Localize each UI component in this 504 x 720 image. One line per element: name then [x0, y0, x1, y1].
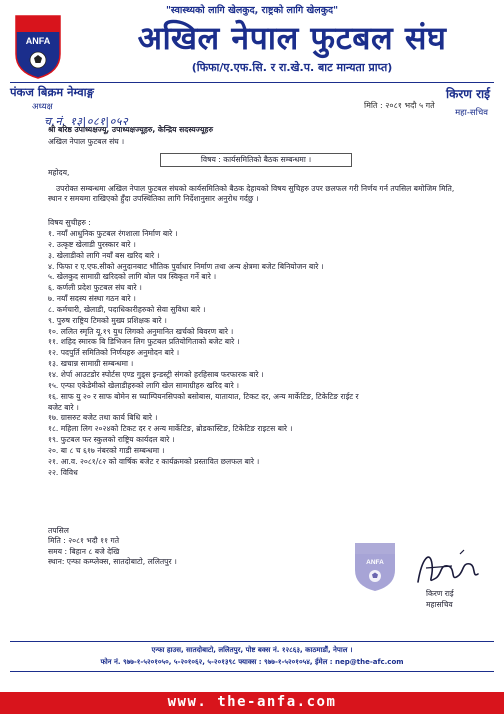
header-divider — [10, 82, 494, 83]
recipient: श्री बरिष्ठ उपाध्यक्षज्यू, उपाध्यक्षज्यूहरु, केन्द्रिय सदस्यज्यूहरु — [48, 125, 213, 134]
agenda-item: ६. कर्णली प्रदेश फुटबल संघ बारे । — [48, 283, 142, 293]
agenda-item: ४. फिफा र ए.एफ.सीको अनुदानबाट भौतिक पुर्वाधार निर्माण तथा अन्य क्षेत्रमा बजेट बिनियोजन बारे । — [48, 261, 324, 271]
letter-date: मिति : २०८१ भदौ ५ गते — [364, 101, 435, 110]
agenda-item: १७. ग्रासरुट बजेट तथा कार्य बिधि बारे । — [48, 413, 158, 423]
org-name: अखिल नेपाल फुटबल संघ — [137, 19, 447, 57]
agenda-item: २२. विविध — [48, 467, 78, 477]
agenda-item: १५. एन्फा एकेडेमीको खेलाडीहरुको लागि खेल सामाग्रीहरु खरिद बारे । — [48, 380, 239, 390]
agenda-item: १४. शेर्पा आउटडोर स्पोर्टस एण्ड गुड्स इन्डस्ट्री संगको हरहिसाब फरफारक बारे । — [48, 369, 264, 379]
agenda-item: ११. शहिद स्मारक बि डिभिजन लिग फुटबल प्रतियोगिताको बजेट बारे । — [48, 337, 240, 347]
website-url: www. the-anfa.com — [167, 694, 337, 710]
footer-address: एन्फा हाउस, सातदोबाटो, ललितपुर, पोष्ट बक्स नं. १२८६३, काठमाडौं, नेपाल । — [151, 646, 353, 654]
details-heading: तपसिल — [48, 526, 69, 535]
reference-number: च.नं. १३|०८१|०५२ — [44, 115, 129, 128]
agenda-list — [48, 229, 468, 478]
agenda-item-continuation: बजेट बारे । — [48, 402, 79, 412]
agenda-item: २१. आ.व. २०८१/८२ को वार्षिक बजेट र कार्यक्रमको प्रस्तावित छलफल बारे । — [48, 456, 260, 466]
salutation: महोदय, — [48, 168, 70, 177]
meeting-time: समय : बिहान ८ बजे देखि — [48, 546, 120, 556]
slogan: "स्वास्थ्यको लागि खेलकुद, राष्ट्रको लागि खेलकुद" — [165, 5, 339, 16]
agenda-item: १०. ललित स्मृति यू.१९ युथ लिगको अनुमानित खर्चको बिवरण बारे । — [48, 326, 234, 336]
logo-text: ANFA — [25, 36, 51, 46]
meeting-details — [48, 536, 468, 568]
anfa-stamp — [345, 540, 405, 594]
agenda-item: २०. बा ८ च ६१७ नंबरको गाडी सम्बन्धमा । — [48, 445, 165, 455]
agenda-item: ८. कर्मचारी, खेलाडी, पदाधिकारीहरुको सेवा सुविधा बारे । — [48, 304, 206, 314]
agenda-item: ५. खेलकुद सामाग्री खरिदको लागि बोल पत्र स्विकृत गर्ने बारे । — [48, 272, 217, 282]
agenda-item: ९. पुरुष राष्ट्रिय टिमको मुख्य प्रशिक्षक बारे । — [48, 315, 167, 325]
stamp-text: ANFA — [366, 559, 384, 566]
president-name: पंकज बिक्रम नेम्वाङ्ग — [10, 85, 94, 99]
agenda-item: १८. महिला लिग २०२४को टिकट दर र अन्य मार्केटिङ, ब्रोडकास्टिङ, टिकेटिङ राइटस बारे । — [48, 424, 293, 434]
footer-divider-top — [10, 641, 494, 642]
agenda-item: २. उत्कृष्ट खेलाडी पुरस्कार बारे । — [48, 239, 136, 249]
agenda-heading: विषय सुचीहरु : — [48, 218, 91, 227]
agenda-item: १६. साफ यु २० र साफ बोमेन स च्याम्पियनसिपको बसोबास, यातायात, टिकट दर, अन्य मार्केटिङ, टिकेटिङ राईट र — [48, 391, 359, 401]
agenda-item: १९. फुटबल फर स्कुलको राष्ट्रिय कार्यदल बारे । — [48, 435, 175, 445]
general-secretary-name: किरण राई — [446, 87, 490, 101]
agenda-item: १२. पदपुर्ति समितिको निर्णयहरु अनुमोदन बारे । — [48, 348, 180, 358]
body-paragraph: उपरोक्त सम्बन्धमा अखिल नेपाल फुटबल संघको कार्यसमितिको बैठक देहायको विषय सुचिहरु उपर छलफल गरी निर्णय गर्न तपसिल बमोजिम मिति, स्थान र समयमा राखिएको हुँदा उपस्थितिका लागि निर्देशानुसार अनुरोध गर्दछु । — [48, 184, 455, 204]
recipient-org: अखिल नेपाल फुटबल संघ । — [48, 137, 125, 146]
meeting-date: मिति : २०८१ भदौ ११ गते — [48, 536, 120, 545]
general-secretary-title: महा-सचिव — [455, 108, 488, 118]
agenda-item: १३. खचान्न सामाग्री सम्बन्धमा । — [48, 359, 134, 369]
agenda-item: ३. खेलाडीको लागि नयाँ बस खरिद बारे । — [48, 250, 160, 260]
footer-contacts: फोन नं. ९७७-१-५२०१०५०, ५-२०१०६२, ५-२०१३९८ फ्याक्स : ९७७-१-५२०१०५४, ईमेल : nep@the-afc.com — [100, 658, 404, 666]
anfa-logo — [12, 14, 64, 80]
subject: विषय : कार्यसमितिको बैठक सम्बन्धमा । — [160, 153, 352, 167]
president-title: अध्यक्ष — [32, 102, 53, 112]
meeting-place: स्थान: एन्फा कम्प्लेक्स, सातदोबाटो, ललितपुर । — [48, 557, 177, 566]
agenda-item: १. नयाँ आधुनिक फुटबल रंगशाला निर्माण बारे । — [48, 229, 178, 238]
affiliation: (फिफा/ए.एफ.सि. र रा.खे.प. बाट मान्यता प्राप्त) — [191, 61, 393, 74]
agenda-item: ७. नयाँ सदस्य संस्था गठन बारे । — [48, 294, 136, 304]
signatory-name: किरण राई — [426, 589, 454, 598]
footer-divider-bottom — [10, 671, 494, 672]
signature — [412, 544, 484, 592]
signatory-title: महासचिव — [426, 600, 453, 609]
